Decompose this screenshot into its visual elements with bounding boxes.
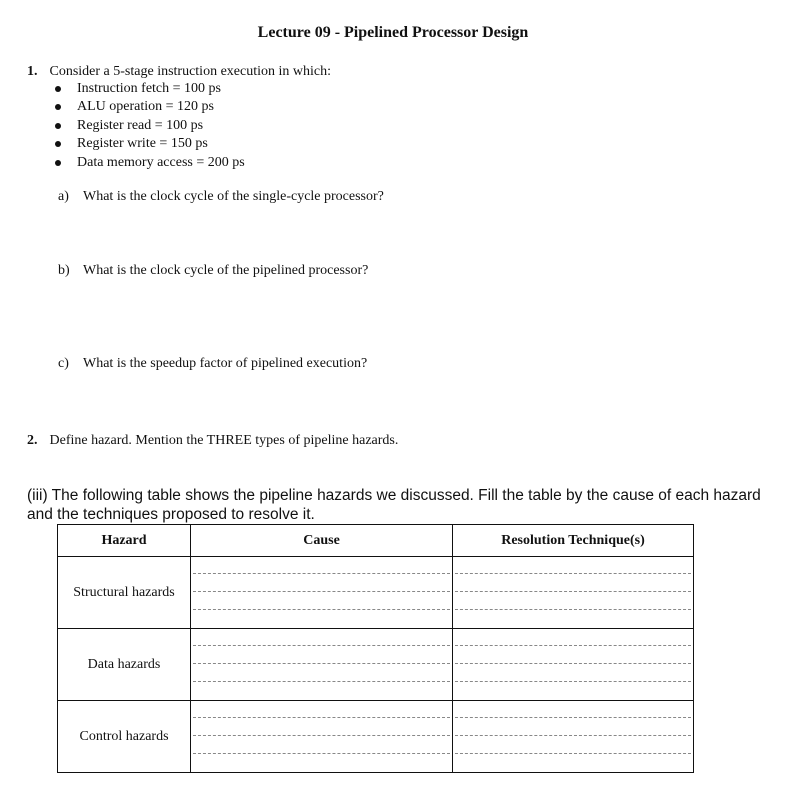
- hazard-name: Structural hazards: [58, 557, 191, 629]
- page-title: Lecture 09 - Pipelined Processor Design: [257, 24, 529, 41]
- question-1-number: 1.: [27, 64, 38, 79]
- question-1c-label: c): [58, 356, 69, 371]
- question-1a-text: What is the clock cycle of the single-cycle processor?: [83, 189, 384, 204]
- cause-answer-cell[interactable]: [191, 629, 453, 701]
- question-2-number: 2.: [27, 433, 38, 448]
- hazard-name: Data hazards: [58, 629, 191, 701]
- question-1b: [58, 263, 368, 279]
- resolution-answer-cell[interactable]: [453, 629, 694, 701]
- question-1b-label: b): [58, 263, 70, 278]
- table-row: [58, 629, 694, 701]
- stage-item: Instruction fetch = 100 ps: [54, 80, 245, 98]
- question-1-text: Consider a 5-stage instruction execution in which:: [49, 64, 331, 79]
- question-2: [27, 431, 398, 449]
- table-row: [58, 701, 694, 773]
- question-1c: [58, 356, 367, 372]
- question-2-text: Define hazard. Mention the THREE types of pipeline hazards.: [49, 433, 399, 448]
- question-1: [27, 62, 331, 80]
- stage-item: Register write = 150 ps: [54, 135, 245, 153]
- question-1a-label: a): [58, 189, 69, 204]
- resolution-answer-cell[interactable]: [453, 701, 694, 773]
- header-resolution: Resolution Technique(s): [453, 525, 694, 557]
- header-cause: Cause: [191, 525, 453, 557]
- stage-list: [54, 80, 245, 172]
- resolution-answer-cell[interactable]: [453, 557, 694, 629]
- question-1a: [58, 189, 384, 205]
- cause-answer-cell[interactable]: [191, 557, 453, 629]
- hazard-name: Control hazards: [58, 701, 191, 773]
- table-row: [58, 557, 694, 629]
- cause-answer-cell[interactable]: [191, 701, 453, 773]
- header-hazard: Hazard: [58, 525, 191, 557]
- question-3-text: (iii) The following table shows the pipeline hazards we discussed. Fill the table by the cause of each hazard and the techniques proposed to resolve it.: [27, 487, 761, 523]
- stage-item: Register read = 100 ps: [54, 117, 245, 135]
- question-1b-text: What is the clock cycle of the pipelined processor?: [83, 263, 369, 278]
- hazard-table: [57, 524, 694, 773]
- question-1c-text: What is the speedup factor of pipelined execution?: [83, 356, 368, 371]
- stage-item: Data memory access = 200 ps: [54, 154, 245, 172]
- stage-item: ALU operation = 120 ps: [54, 98, 245, 116]
- table-header-row: [58, 525, 694, 557]
